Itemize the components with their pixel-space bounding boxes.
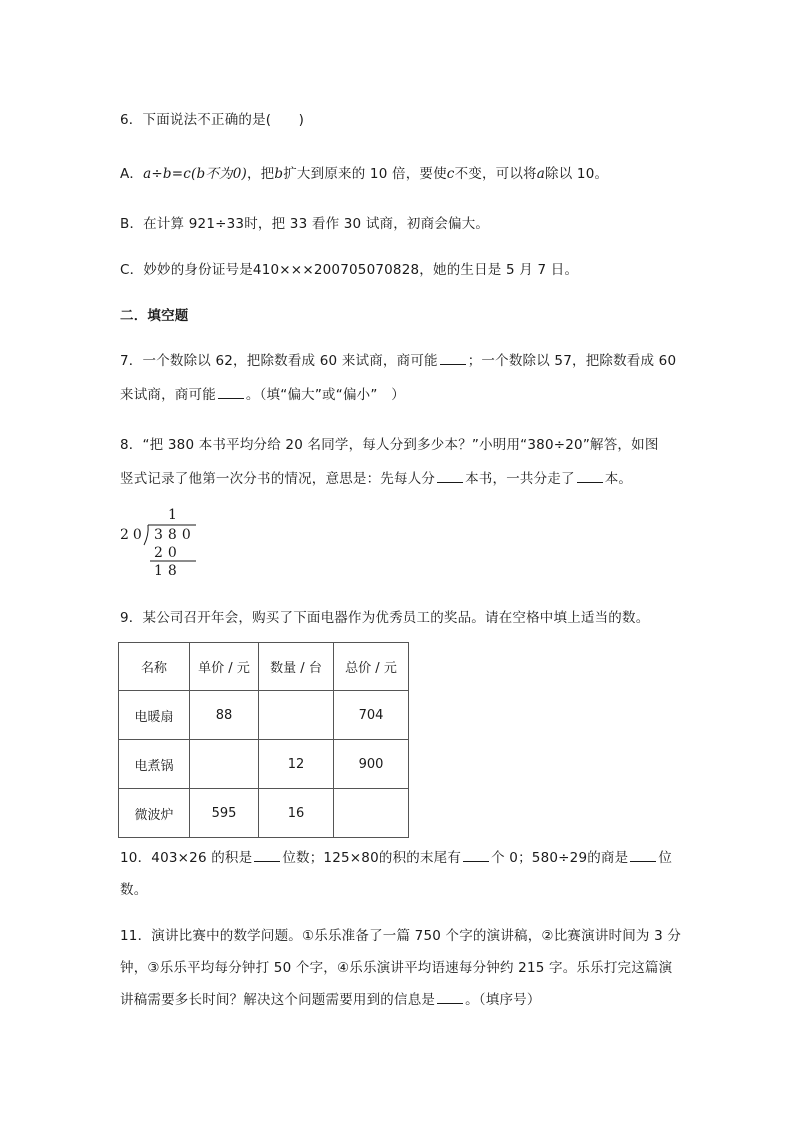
q7-blank-2[interactable] (218, 386, 244, 399)
division-remainder: 18 (154, 563, 182, 579)
q6-option-a-var-a: a (536, 166, 546, 182)
table-header-row (119, 643, 409, 691)
q10-text-c: 个 0；580÷29的商是 (491, 850, 629, 866)
cell-unit-price: 88 (190, 691, 259, 740)
q8-text-c: 本。 (604, 471, 633, 487)
cell-name: 电暖扇 (119, 691, 190, 740)
q6-option-a-text4: 除以 10。 (545, 166, 609, 182)
division-dividend: 380 (154, 527, 196, 543)
q6-option-a (120, 162, 608, 182)
division-product: 20 (154, 545, 182, 561)
q8-text-a: 竖式记录了他第一次分书的情况，意思是：先每人分 (120, 471, 436, 487)
q8-line1: 8．“把 380 本书平均分给 20 名同学，每人分到多少本？”小明用“380÷20”解答，如图 (120, 437, 659, 453)
cell-quantity: 12 (259, 740, 334, 789)
table-row (119, 740, 409, 789)
division-divisor: 20 (120, 527, 146, 543)
q7-line1 (120, 349, 676, 369)
section-title: 二．填空题 (120, 308, 189, 324)
q10-blank-3[interactable] (630, 849, 656, 862)
q9-stem: 9．某公司召开年会，购买了下面电器作为优秀员工的奖品。请在空格中填上适当的数。 (120, 610, 650, 626)
cell-unit-price: 595 (190, 789, 259, 838)
cell-total-blank[interactable] (334, 789, 409, 838)
header-total: 总价 / 元 (334, 643, 409, 691)
q6-stem: 6．下面说法不正确的是( ) (120, 112, 305, 128)
q11-text-b: 。（填序号） (465, 992, 541, 1008)
q6-option-a-var-c: c (446, 166, 455, 182)
cell-total: 900 (334, 740, 409, 789)
header-unit-price: 单价 / 元 (190, 643, 259, 691)
q6-option-a-var-b: b (274, 166, 284, 182)
cell-unit-price-blank[interactable] (190, 740, 259, 789)
q6-option-a-text2: 扩大到原来的 10 倍，要使 (283, 166, 447, 182)
cell-quantity: 16 (259, 789, 334, 838)
q11-text-a: 讲稿需要多长时间？解决这个问题需要用到的信息是 (120, 992, 436, 1008)
q7-text-a: 7．一个数除以 62，把除数看成 60 来试商，商可能 (120, 353, 438, 369)
q6-option-a-formula: a÷b=c(b不为0) (143, 166, 247, 182)
q10-blank-2[interactable] (463, 849, 489, 862)
header-name: 名称 (119, 643, 190, 691)
q7-text-c: 来试商，商可能 (120, 387, 216, 403)
q10-blank-1[interactable] (254, 849, 280, 862)
q10-text-d: 位 (658, 850, 673, 866)
q8-blank-1[interactable] (437, 470, 463, 483)
cell-name: 微波炉 (119, 789, 190, 838)
cell-total: 704 (334, 691, 409, 740)
q6-option-a-text1: ，把 (246, 166, 275, 182)
prize-table (118, 642, 409, 838)
q10-line1 (120, 846, 672, 866)
q6-option-c: C．妙妙的身份证号是410×××200705070828，她的生日是 5 月 7 日。 (120, 262, 579, 278)
q11-blank[interactable] (437, 991, 463, 1004)
q11-line2: 钟，③乐乐平均每分钟打 50 个字，④乐乐演讲平均语速每分钟约 215 字。乐乐打完这篇演 (120, 960, 673, 976)
q6-option-a-text3: 不变，可以将 (454, 166, 537, 182)
q11-line3 (120, 988, 541, 1008)
long-division (118, 505, 218, 585)
header-quantity: 数量 / 台 (259, 643, 334, 691)
q7-line2 (120, 383, 405, 403)
table-row (119, 789, 409, 838)
table-row (119, 691, 409, 740)
q7-text-b: ；一个数除以 57，把除数看成 60 (467, 353, 677, 369)
q8-blank-2[interactable] (577, 470, 603, 483)
q11-line1: 11．演讲比赛中的数学问题。①乐乐准备了一篇 750 个字的演讲稿，②比赛演讲时间为 3 分 (120, 928, 682, 944)
q8-text-b: 本书，一共分走了 (465, 471, 575, 487)
cell-quantity-blank[interactable] (259, 691, 334, 740)
division-quotient: 1 (168, 507, 177, 523)
q7-text-d: 。（填“偏大”或“偏小” ） (245, 387, 405, 403)
cell-name: 电煮锅 (119, 740, 190, 789)
q6-option-b: B．在计算 921÷33时，把 33 看作 30 试商，初商会偏大。 (120, 216, 490, 232)
q6-option-a-prefix: A． (120, 166, 144, 182)
q10-text-a: 10．403×26 的积是 (120, 850, 253, 866)
q7-blank-1[interactable] (440, 352, 466, 365)
q8-line2 (120, 467, 632, 487)
q10-line2: 数。 (120, 882, 148, 898)
q10-text-b: 位数；125×80的积的末尾有 (282, 850, 462, 866)
